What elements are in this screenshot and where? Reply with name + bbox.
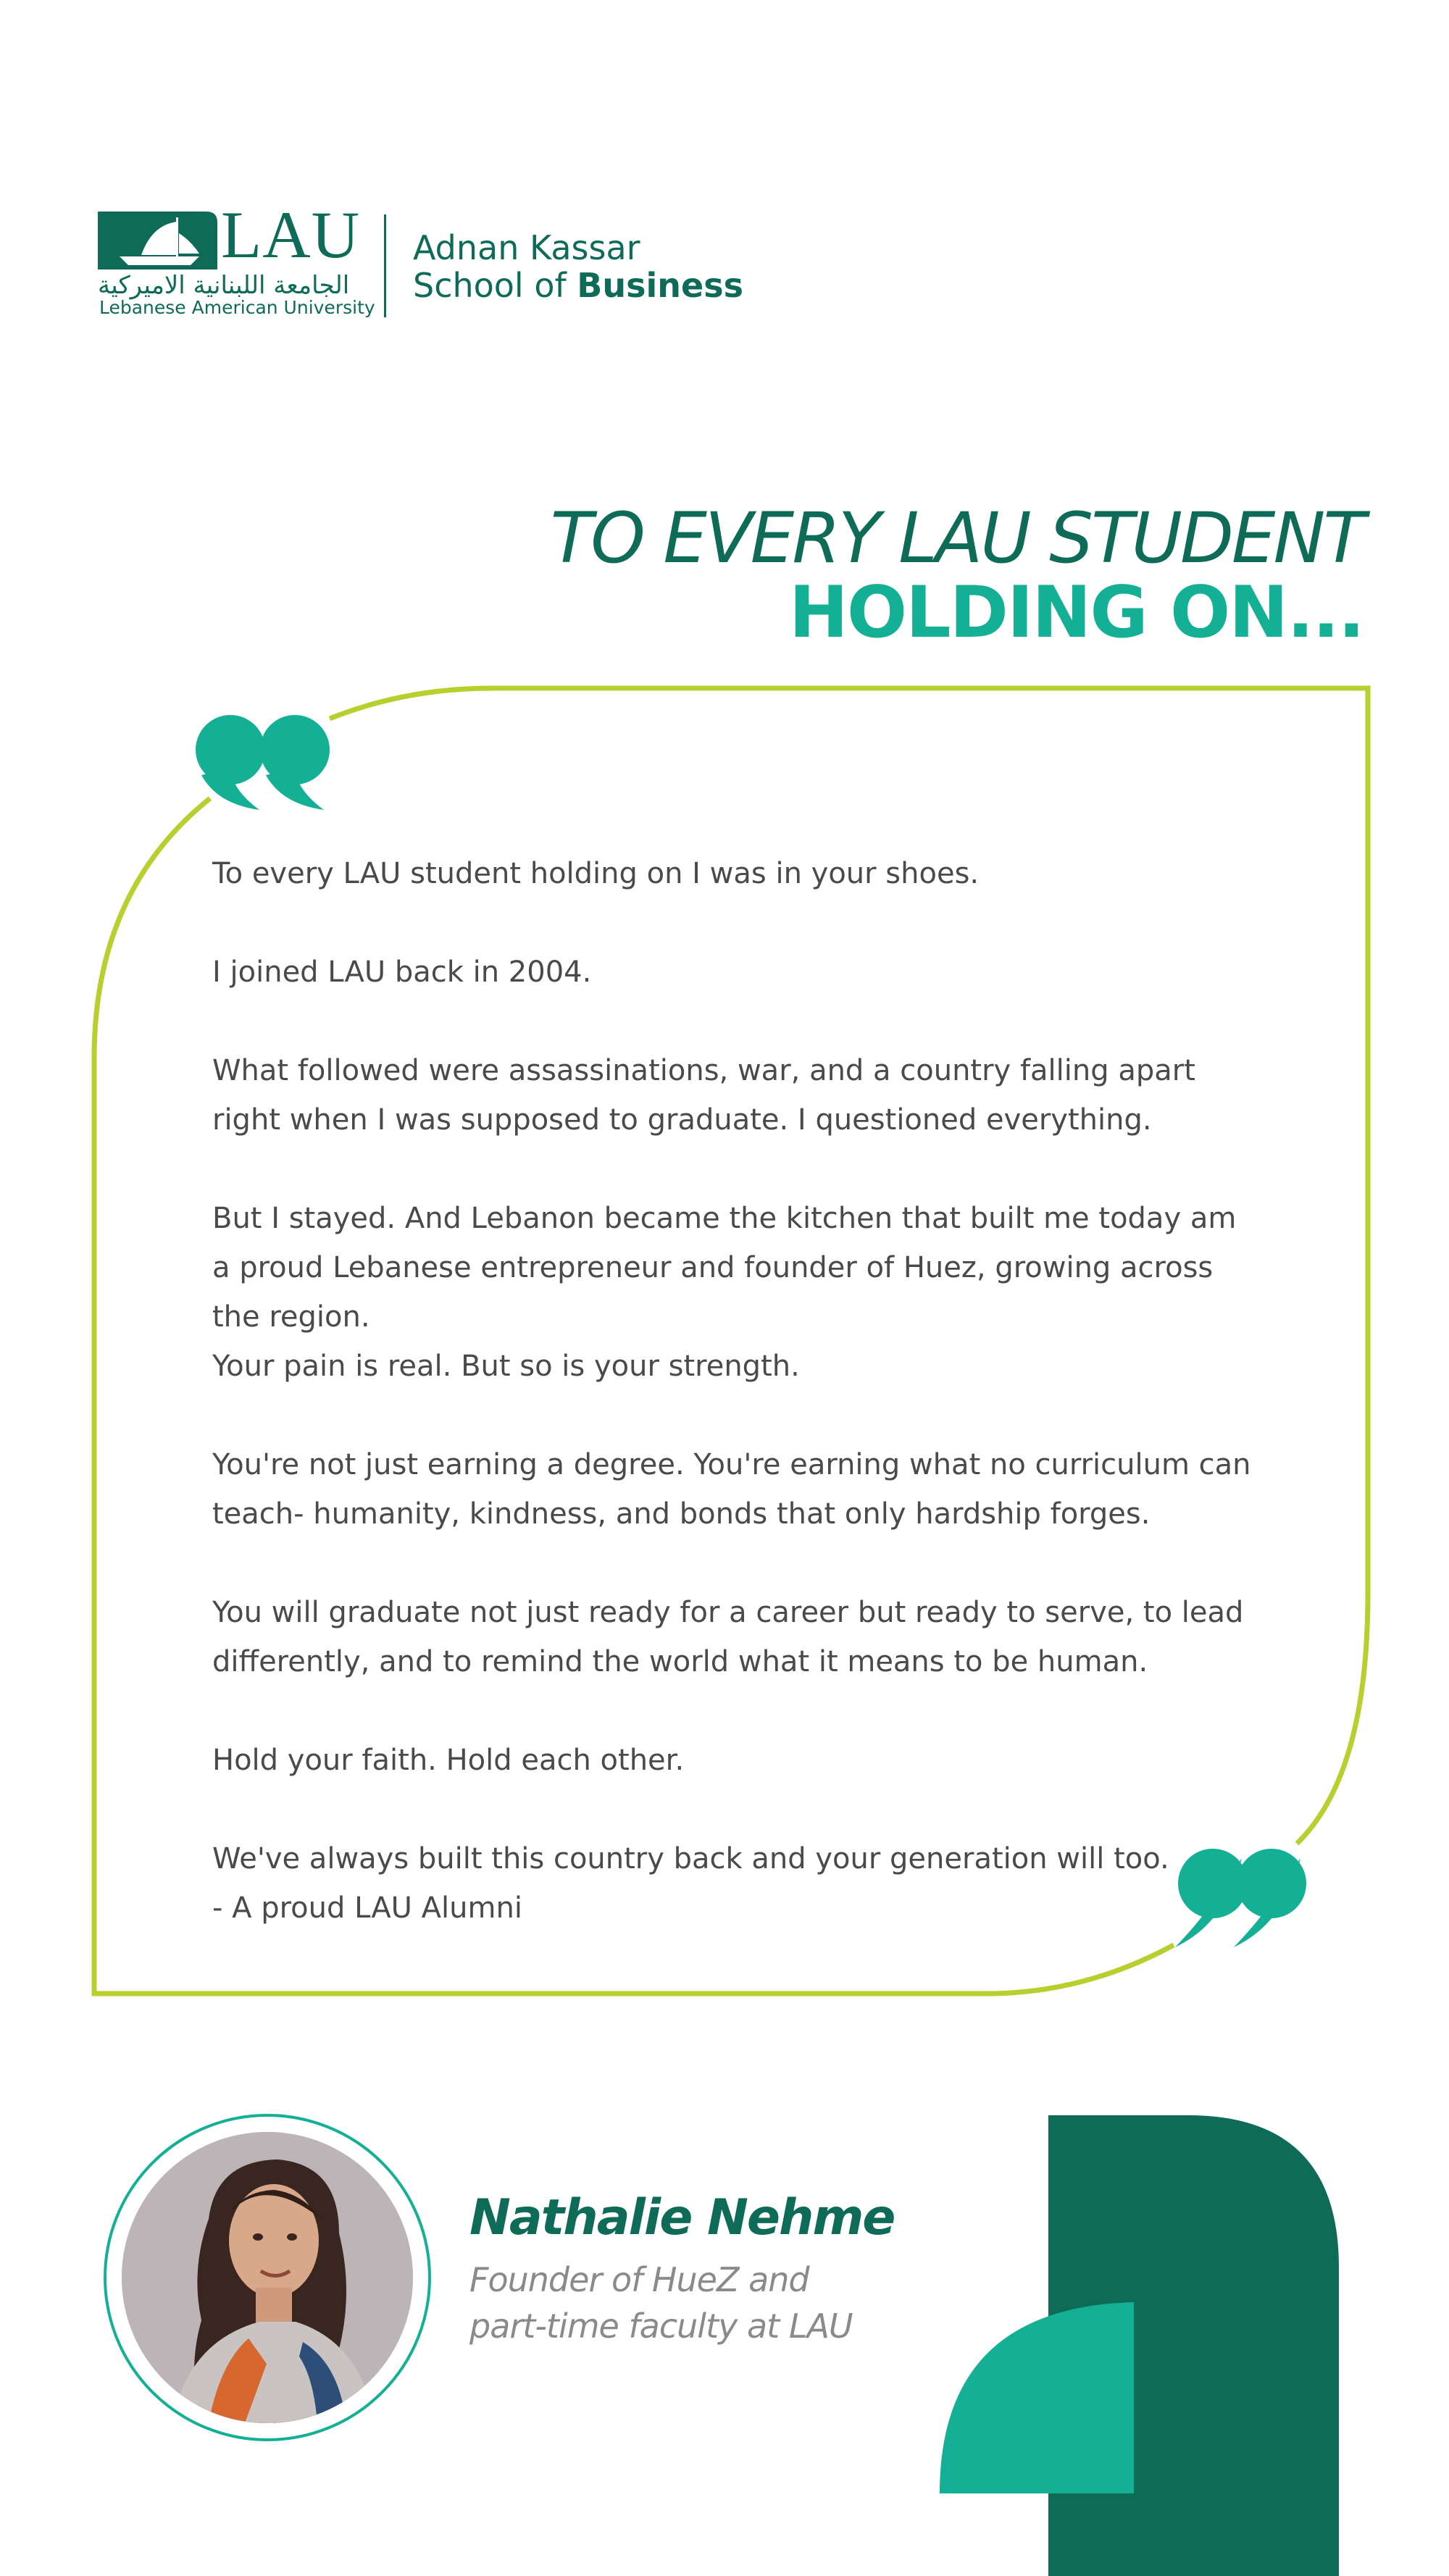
school-line2 [413,267,743,304]
headline-line2: HOLDING ON... [788,572,1364,654]
open-quote-icon [196,715,330,810]
profile-name: Nathalie Nehme [469,2189,895,2246]
dark-green-arch-shape [1048,2115,1339,2576]
teal-quarter-circle-shape [940,2302,1134,2493]
logo-divider [384,214,386,317]
profile-role-line2: part-time faculty at LAU [469,2307,853,2346]
letter-signoff: - A proud LAU Alumni [212,1891,522,1925]
headline-line1: TO EVERY LAU STUDENT [550,498,1364,579]
school-line2-bold: Business [577,266,743,305]
letter-paragraph: You will graduate not just ready for a career but ready to serve, to lead differently, and to remind the world what it means to be human. [212,1596,1244,1678]
avatar-portrait [122,2132,413,2423]
letter-body [212,849,1263,1933]
letter-paragraph: We've always built this country back and your generation will too. [212,1842,1169,1875]
school-line1: Adnan Kassar [413,228,640,267]
logo-arabic-name: الجامعة اللبنانية الاميركية [98,271,350,300]
lau-ship-emblem-icon [98,212,217,269]
letter-paragraph: I joined LAU back in 2004. [212,955,592,989]
letter-paragraph: Your pain is real. But so is your strength. [212,1350,800,1383]
logo-university-name: Lebanese American University [99,297,375,318]
school-line2-prefix: School of [413,266,577,305]
lau-logo [98,198,743,320]
letter-paragraph: What followed were assassinations, war, and a country falling apart right when I was supposed to graduate. I questioned everything. [212,1054,1195,1137]
school-name [413,229,743,304]
profile-role-line1: Founder of HueZ and [469,2260,809,2299]
logo-word: LAU [221,198,361,272]
letter-paragraph: But I stayed. And Lebanon became the kitchen that built me today am a proud Lebanese entrepreneur and founder of Huez, growing across the region. [212,1202,1237,1334]
letter-paragraph: Hold your faith. Hold each other. [212,1744,685,1777]
letter-paragraph: You're not just earning a degree. You're earning what no curriculum can teach- humanity, kindness, and bonds that only hardship forges. [212,1448,1251,1531]
letter-paragraph: To every LAU student holding on I was in your shoes. [212,857,980,890]
avatar [122,2132,413,2423]
